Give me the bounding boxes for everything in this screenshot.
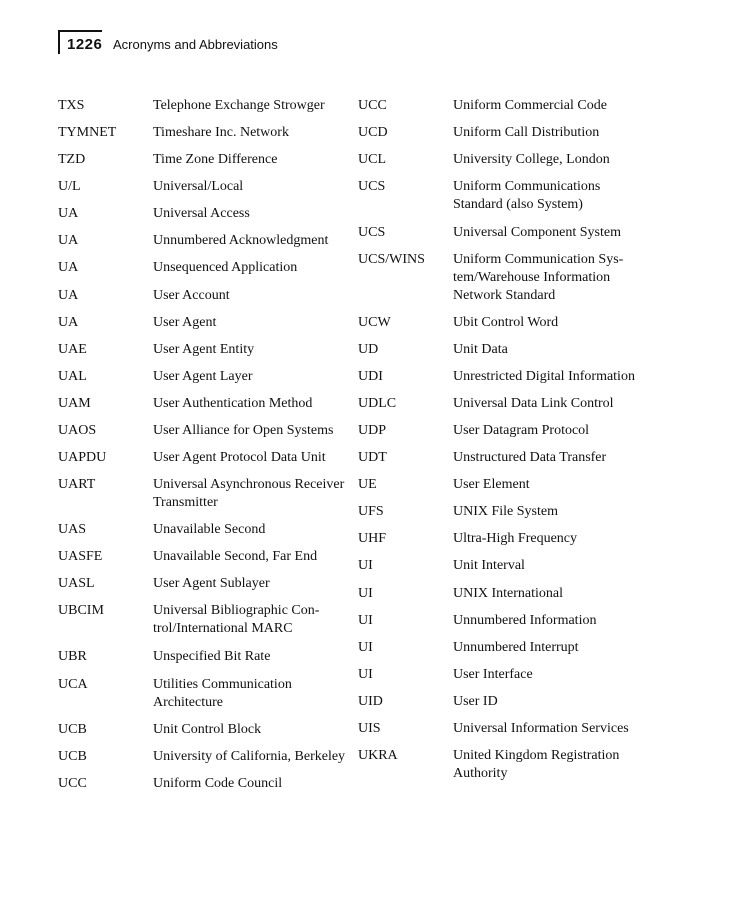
entry-abbreviation: UAE	[58, 342, 87, 357]
entry-definition: User Element	[453, 477, 530, 492]
entry-abbreviation: UART	[58, 477, 96, 492]
glossary-entry	[58, 205, 350, 223]
entry-abbreviation: UCS	[358, 179, 386, 194]
entry-definition: Unnumbered Information	[453, 613, 597, 628]
entry-abbreviation: UCS/WINS	[358, 252, 425, 267]
glossary-entry	[58, 341, 350, 359]
entry-abbreviation: UAS	[58, 522, 87, 537]
entry-definition: Unit Control Block	[153, 722, 262, 737]
glossary-entry	[358, 503, 648, 521]
entry-abbreviation: UDI	[358, 369, 383, 384]
entry-definition: Universal/Local	[153, 179, 244, 194]
entry-abbreviation: UA	[58, 315, 79, 330]
entry-abbreviation: UI	[358, 558, 373, 573]
entry-definition: UNIX File System	[453, 504, 558, 519]
entry-definition: Universal Component System	[453, 225, 621, 240]
glossary-entry	[58, 748, 350, 766]
entry-definition: Unstructured Data Transfer	[453, 450, 607, 465]
entry-abbreviation: UI	[358, 613, 373, 628]
entry-abbreviation: UE	[358, 477, 377, 492]
entry-definition: User Authentication Method	[153, 396, 313, 411]
entry-abbreviation: UID	[358, 694, 383, 709]
glossary-entry	[358, 530, 648, 548]
glossary-entry	[58, 648, 350, 666]
entry-definition: User Agent Layer	[153, 369, 253, 384]
glossary-entry	[58, 476, 350, 512]
entry-abbreviation: UCW	[358, 315, 391, 330]
glossary-entry	[58, 395, 350, 413]
right-column	[358, 97, 648, 783]
entry-definition: Universal Bibliographic Con- trol/International MARC	[153, 603, 320, 636]
entry-definition: Universal Data Link Control	[453, 396, 614, 411]
glossary-entry	[358, 449, 648, 467]
entry-abbreviation: TYMNET	[58, 125, 117, 140]
glossary-entry	[58, 232, 350, 250]
glossary-entry	[58, 775, 350, 793]
entry-definition: Unsequenced Application	[153, 260, 298, 275]
entry-abbreviation: TXS	[58, 98, 85, 113]
glossary-entry	[58, 178, 350, 196]
entry-definition: Uniform Commercial Code	[453, 98, 607, 113]
entry-definition: Universal Access	[153, 206, 250, 221]
entry-abbreviation: UI	[358, 640, 373, 655]
entry-abbreviation: UDT	[358, 450, 387, 465]
glossary-entry	[58, 97, 350, 115]
entry-definition: Ubit Control Word	[453, 315, 559, 330]
glossary-entry	[358, 422, 648, 440]
glossary-entry	[58, 314, 350, 332]
entry-definition: University of California, Berkeley	[153, 749, 346, 764]
entry-definition: User Agent Sublayer	[153, 576, 270, 591]
glossary-entry	[358, 178, 648, 214]
entry-definition: User Agent Entity	[153, 342, 255, 357]
entry-definition: UNIX International	[453, 586, 564, 601]
entry-definition: University College, London	[453, 152, 610, 167]
entry-definition: Unavailable Second, Far End	[153, 549, 318, 564]
entry-definition: Unit Data	[453, 342, 508, 357]
entry-definition: Uniform Call Distribution	[453, 125, 600, 140]
glossary-entry	[358, 747, 648, 783]
entry-abbreviation: UA	[58, 206, 79, 221]
entry-definition: Uniform Code Council	[153, 776, 283, 791]
entry-definition: Unavailable Second	[153, 522, 266, 537]
entry-abbreviation: UD	[358, 342, 379, 357]
entry-definition: Uniform Communications Standard (also System)	[453, 179, 601, 212]
glossary-entry	[358, 251, 648, 305]
entry-abbreviation: UBCIM	[58, 603, 104, 618]
entry-abbreviation: UCB	[58, 722, 87, 737]
entry-definition: Unrestricted Digital Information	[453, 369, 635, 384]
entry-abbreviation: UBR	[58, 649, 87, 664]
header-bar	[58, 30, 60, 54]
glossary-entry	[58, 676, 350, 712]
entry-definition: User Agent Protocol Data Unit	[153, 450, 326, 465]
glossary-entry	[358, 557, 648, 575]
entry-definition: Unnumbered Interrupt	[453, 640, 579, 655]
glossary-entry	[58, 548, 350, 566]
entry-abbreviation: UHF	[358, 531, 387, 546]
entry-abbreviation: UDP	[358, 423, 387, 438]
entry-abbreviation: UCC	[358, 98, 387, 113]
entry-definition: Universal Asynchronous Receiver Transmitter	[153, 477, 345, 510]
entry-abbreviation: UA	[58, 233, 79, 248]
entry-abbreviation: UI	[358, 586, 373, 601]
glossary-entry	[358, 368, 648, 386]
entry-abbreviation: UA	[58, 260, 79, 275]
entry-abbreviation: UCC	[58, 776, 87, 791]
entry-abbreviation: UI	[358, 667, 373, 682]
glossary-entry	[358, 693, 648, 711]
entry-definition: Time Zone Difference	[153, 152, 278, 167]
glossary-entry	[358, 224, 648, 242]
glossary-entry	[58, 521, 350, 539]
entry-definition: Unnumbered Acknowledgment	[153, 233, 329, 248]
entry-abbreviation: UASFE	[58, 549, 103, 564]
glossary-entry	[358, 585, 648, 603]
glossary-entry	[358, 341, 648, 359]
entry-abbreviation: UCD	[358, 125, 388, 140]
entry-abbreviation: UIS	[358, 721, 381, 736]
entry-definition: Timeshare Inc. Network	[153, 125, 289, 140]
entry-abbreviation: UFS	[358, 504, 384, 519]
entry-abbreviation: UAOS	[58, 423, 97, 438]
entry-abbreviation: UKRA	[358, 748, 398, 763]
entry-abbreviation: UAM	[58, 396, 91, 411]
glossary-entry	[358, 395, 648, 413]
glossary-entry	[358, 124, 648, 142]
page-number: 1226	[67, 36, 103, 53]
section-title: Acronyms and Abbreviations	[113, 37, 278, 52]
glossary-entry	[58, 575, 350, 593]
entry-abbreviation: U/L	[58, 179, 81, 194]
entry-definition: Unspecified Bit Rate	[153, 649, 271, 664]
glossary-entry	[58, 721, 350, 739]
glossary-entry	[58, 422, 350, 440]
glossary-entry	[358, 97, 648, 115]
glossary-entry	[58, 151, 350, 169]
entry-definition: Telephone Exchange Strowger	[153, 98, 325, 113]
glossary-entry	[358, 639, 648, 657]
entry-abbreviation: UASL	[58, 576, 95, 591]
entry-definition: Uniform Communication Sys- tem/Warehouse Information Network Standard	[453, 252, 624, 303]
glossary-entry	[58, 124, 350, 142]
left-column	[58, 97, 350, 793]
entry-definition: Universal Information Services	[453, 721, 629, 736]
entry-definition: User Interface	[453, 667, 533, 682]
entry-abbreviation: UDLC	[358, 396, 397, 411]
entry-definition: User Account	[153, 288, 230, 303]
entry-abbreviation: UAL	[58, 369, 87, 384]
glossary-entry	[58, 602, 350, 638]
glossary-entry	[358, 476, 648, 494]
glossary-entry	[58, 287, 350, 305]
entry-definition: United Kingdom Registration Authority	[453, 748, 620, 781]
glossary-entry	[358, 151, 648, 169]
glossary-entry	[358, 666, 648, 684]
glossary-entry	[358, 612, 648, 630]
entry-definition: User Alliance for Open Systems	[153, 423, 334, 438]
entry-definition: User Datagram Protocol	[453, 423, 590, 438]
entry-abbreviation: UAPDU	[58, 450, 107, 465]
entry-abbreviation: UCS	[358, 225, 386, 240]
entry-abbreviation: UCL	[358, 152, 386, 167]
glossary-entry	[358, 720, 648, 738]
entry-definition: Ultra-High Frequency	[453, 531, 578, 546]
entry-abbreviation: UCB	[58, 749, 87, 764]
entry-definition: User Agent	[153, 315, 217, 330]
entry-abbreviation: TZD	[58, 152, 86, 167]
entry-definition: User ID	[453, 694, 498, 709]
glossary-entry	[58, 368, 350, 386]
entry-definition: Unit Interval	[453, 558, 525, 573]
entry-abbreviation: UA	[58, 288, 79, 303]
header-rule	[58, 30, 102, 32]
glossary-entry	[58, 449, 350, 467]
glossary-entry	[58, 259, 350, 277]
glossary-entry	[358, 314, 648, 332]
entry-abbreviation: UCA	[58, 677, 88, 692]
entry-definition: Utilities Communication Architecture	[153, 677, 292, 710]
